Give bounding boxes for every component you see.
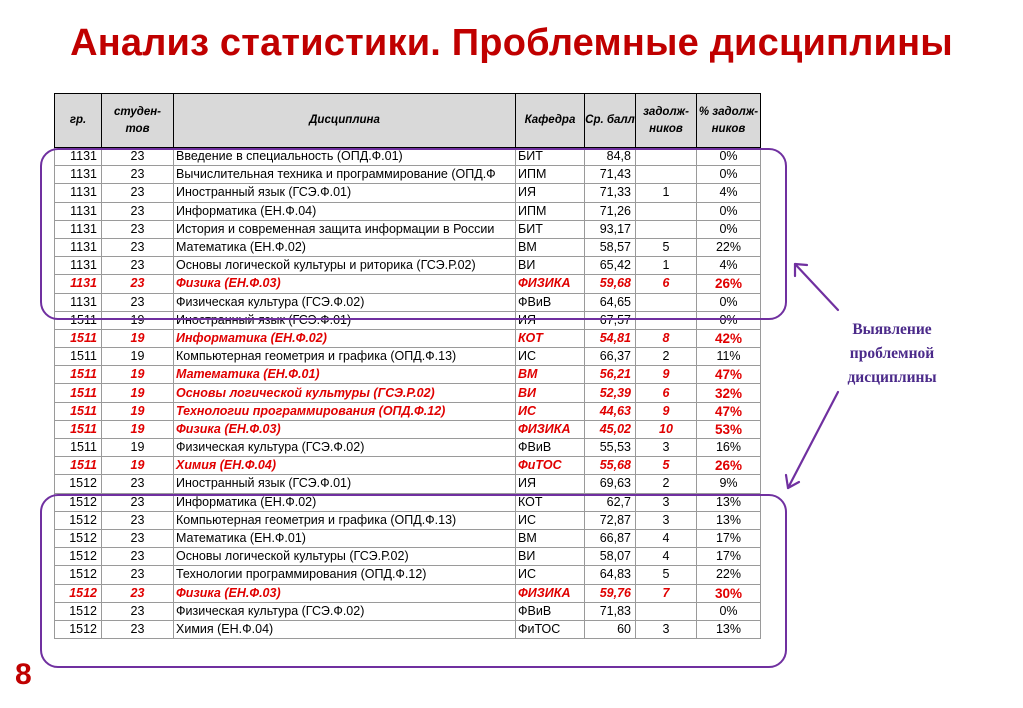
cell-discipline: Вычислительная техника и программирование (ОПД.Ф: [174, 166, 516, 184]
cell-debtors: 6: [636, 275, 697, 293]
cell-avg-score: 55,53: [585, 439, 636, 457]
cell-debtors: 1: [636, 257, 697, 275]
cell-discipline: Информатика (ЕН.Ф.02): [174, 329, 516, 347]
cell-students: 23: [102, 275, 174, 293]
cell-group: 1511: [55, 439, 102, 457]
cell-students: 23: [102, 602, 174, 620]
cell-debtors-percent: 32%: [697, 384, 761, 402]
cell-avg-score: 62,7: [585, 493, 636, 511]
cell-students: 19: [102, 457, 174, 475]
cell-department: ИС: [516, 511, 585, 529]
cell-department: ФВиВ: [516, 602, 585, 620]
cell-students: 23: [102, 548, 174, 566]
cell-students: 23: [102, 620, 174, 638]
cell-students: 23: [102, 475, 174, 493]
cell-group: 1131: [55, 148, 102, 166]
cell-discipline: Математика (ЕН.Ф.01): [174, 366, 516, 384]
cell-debtors: 5: [636, 566, 697, 584]
cell-group: 1512: [55, 511, 102, 529]
cell-department: ИЯ: [516, 475, 585, 493]
cell-department: ИЯ: [516, 311, 585, 329]
cell-discipline: Физическая культура (ГСЭ.Ф.02): [174, 293, 516, 311]
cell-discipline: Иностранный язык (ГСЭ.Ф.01): [174, 475, 516, 493]
cell-group: 1512: [55, 566, 102, 584]
cell-discipline: Основы логической культуры (ГСЭ.Р.02): [174, 548, 516, 566]
cell-discipline: Иностранный язык (ГСЭ.Ф.01): [174, 184, 516, 202]
cell-debtors-percent: 13%: [697, 620, 761, 638]
cell-students: 23: [102, 293, 174, 311]
cell-debtors-percent: 16%: [697, 439, 761, 457]
arrow-down-line: [788, 392, 838, 488]
cell-discipline: История и современная защита информации в России: [174, 220, 516, 238]
cell-avg-score: 44,63: [585, 402, 636, 420]
cell-debtors-percent: 13%: [697, 493, 761, 511]
cell-group: 1511: [55, 457, 102, 475]
cell-department: ФиТОС: [516, 457, 585, 475]
cell-students: 23: [102, 220, 174, 238]
cell-debtors: 7: [636, 584, 697, 602]
cell-students: 23: [102, 148, 174, 166]
cell-discipline: Технологии программирования (ОПД.Ф.12): [174, 402, 516, 420]
cell-discipline: Технологии программирования (ОПД.Ф.12): [174, 566, 516, 584]
cell-debtors: 9: [636, 366, 697, 384]
cell-group: 1512: [55, 602, 102, 620]
cell-group: 1512: [55, 548, 102, 566]
cell-debtors-percent: 42%: [697, 329, 761, 347]
cell-avg-score: 71,26: [585, 202, 636, 220]
cell-students: 23: [102, 238, 174, 256]
cell-debtors-percent: 0%: [697, 202, 761, 220]
cell-debtors: 3: [636, 493, 697, 511]
cell-debtors-percent: 17%: [697, 529, 761, 547]
cell-students: 23: [102, 184, 174, 202]
cell-debtors-percent: 0%: [697, 311, 761, 329]
cell-group: 1131: [55, 257, 102, 275]
cell-discipline: Основы логической культуры (ГСЭ.Р.02): [174, 384, 516, 402]
cell-department: ФИЗИКА: [516, 420, 585, 438]
cell-department: ИЯ: [516, 184, 585, 202]
cell-department: ИС: [516, 566, 585, 584]
cell-students: 23: [102, 584, 174, 602]
header-department: Кафедра: [516, 94, 585, 148]
cell-debtors-percent: 0%: [697, 293, 761, 311]
cell-avg-score: 58,07: [585, 548, 636, 566]
cell-department: ВМ: [516, 366, 585, 384]
cell-avg-score: 58,57: [585, 238, 636, 256]
cell-discipline: Информатика (ЕН.Ф.02): [174, 493, 516, 511]
cell-debtors: 9: [636, 402, 697, 420]
cell-avg-score: 64,65: [585, 293, 636, 311]
cell-discipline: Математика (ЕН.Ф.01): [174, 529, 516, 547]
cell-group: 1511: [55, 311, 102, 329]
cell-department: ИС: [516, 348, 585, 366]
cell-avg-score: 59,76: [585, 584, 636, 602]
cell-group: 1512: [55, 529, 102, 547]
cell-group: 1131: [55, 275, 102, 293]
callout-text: Выявление проблемной дисциплины: [847, 321, 937, 386]
cell-department: ВМ: [516, 238, 585, 256]
cell-department: ИПМ: [516, 202, 585, 220]
cell-group: 1512: [55, 584, 102, 602]
cell-avg-score: 71,33: [585, 184, 636, 202]
header-debtors: задолж-ников: [636, 94, 697, 148]
cell-discipline: Химия (ЕН.Ф.04): [174, 457, 516, 475]
cell-discipline: Физическая культура (ГСЭ.Ф.02): [174, 439, 516, 457]
cell-debtors: 3: [636, 439, 697, 457]
cell-discipline: Иностранный язык (ГСЭ.Ф.01): [174, 311, 516, 329]
cell-discipline: Информатика (ЕН.Ф.04): [174, 202, 516, 220]
cell-avg-score: 52,39: [585, 384, 636, 402]
header-group: гр.: [55, 94, 102, 148]
cell-avg-score: 71,83: [585, 602, 636, 620]
cell-debtors: 2: [636, 348, 697, 366]
cell-debtors: 4: [636, 548, 697, 566]
cell-students: 23: [102, 493, 174, 511]
cell-debtors-percent: 0%: [697, 602, 761, 620]
cell-avg-score: 66,87: [585, 529, 636, 547]
cell-discipline: Введение в специальность (ОПД.Ф.01): [174, 148, 516, 166]
cell-department: ФИЗИКА: [516, 275, 585, 293]
cell-students: 19: [102, 420, 174, 438]
cell-debtors-percent: 17%: [697, 548, 761, 566]
cell-debtors-percent: 0%: [697, 148, 761, 166]
cell-students: 23: [102, 529, 174, 547]
cell-debtors-percent: 22%: [697, 238, 761, 256]
cell-department: КОТ: [516, 493, 585, 511]
cell-discipline: Основы логической культуры и риторика (ГСЭ.Р.02): [174, 257, 516, 275]
cell-debtors: 8: [636, 329, 697, 347]
cell-discipline: Химия (ЕН.Ф.04): [174, 620, 516, 638]
cell-debtors: 5: [636, 238, 697, 256]
arrow-up-line: [795, 264, 838, 310]
header-debtors-percent: % задолж-ников: [697, 94, 761, 148]
cell-group: 1511: [55, 329, 102, 347]
cell-debtors: 3: [636, 620, 697, 638]
cell-debtors-percent: 47%: [697, 402, 761, 420]
cell-department: ВМ: [516, 529, 585, 547]
cell-debtors-percent: 4%: [697, 257, 761, 275]
cell-avg-score: 56,21: [585, 366, 636, 384]
cell-students: 23: [102, 202, 174, 220]
cell-group: 1512: [55, 475, 102, 493]
cell-group: 1511: [55, 420, 102, 438]
cell-debtors-percent: 47%: [697, 366, 761, 384]
cell-group: 1512: [55, 493, 102, 511]
cell-discipline: Физика (ЕН.Ф.03): [174, 584, 516, 602]
cell-group: 1511: [55, 366, 102, 384]
cell-students: 23: [102, 566, 174, 584]
cell-group: 1511: [55, 402, 102, 420]
cell-students: 19: [102, 402, 174, 420]
cell-students: 19: [102, 439, 174, 457]
cell-department: ФИЗИКА: [516, 584, 585, 602]
cell-students: 19: [102, 384, 174, 402]
cell-students: 19: [102, 311, 174, 329]
cell-group: 1131: [55, 220, 102, 238]
cell-debtors-percent: 26%: [697, 457, 761, 475]
cell-avg-score: 45,02: [585, 420, 636, 438]
cell-discipline: Компьютерная геометрия и графика (ОПД.Ф.13): [174, 511, 516, 529]
cell-department: КОТ: [516, 329, 585, 347]
cell-discipline: Компьютерная геометрия и графика (ОПД.Ф.13): [174, 348, 516, 366]
cell-debtors: 2: [636, 475, 697, 493]
cell-debtors-percent: 53%: [697, 420, 761, 438]
cell-avg-score: 60: [585, 620, 636, 638]
cell-debtors: 4: [636, 529, 697, 547]
cell-avg-score: 84,8: [585, 148, 636, 166]
cell-avg-score: 71,43: [585, 166, 636, 184]
cell-debtors-percent: 0%: [697, 220, 761, 238]
page-number: 8: [15, 658, 32, 691]
cell-students: 23: [102, 257, 174, 275]
cell-group: 1131: [55, 166, 102, 184]
cell-discipline: Физическая культура (ГСЭ.Ф.02): [174, 602, 516, 620]
cell-debtors-percent: 11%: [697, 348, 761, 366]
cell-group: 1511: [55, 348, 102, 366]
cell-avg-score: 59,68: [585, 275, 636, 293]
cell-department: БИТ: [516, 148, 585, 166]
cell-group: 1131: [55, 238, 102, 256]
cell-debtors-percent: 26%: [697, 275, 761, 293]
cell-debtors: 3: [636, 511, 697, 529]
cell-debtors-percent: 0%: [697, 166, 761, 184]
cell-department: ИС: [516, 402, 585, 420]
cell-avg-score: 55,68: [585, 457, 636, 475]
cell-department: ВИ: [516, 257, 585, 275]
cell-avg-score: 64,83: [585, 566, 636, 584]
cell-avg-score: 66,37: [585, 348, 636, 366]
cell-debtors: 6: [636, 384, 697, 402]
cell-debtors: 10: [636, 420, 697, 438]
cell-debtors: 1: [636, 184, 697, 202]
cell-department: ИПМ: [516, 166, 585, 184]
cell-department: ФВиВ: [516, 439, 585, 457]
cell-avg-score: 72,87: [585, 511, 636, 529]
cell-students: 19: [102, 366, 174, 384]
cell-discipline: Физика (ЕН.Ф.03): [174, 275, 516, 293]
cell-students: 23: [102, 166, 174, 184]
slide-title: Анализ статистики. Проблемные дисциплины: [70, 22, 953, 64]
cell-debtors-percent: 13%: [697, 511, 761, 529]
cell-avg-score: 93,17: [585, 220, 636, 238]
cell-avg-score: 54,81: [585, 329, 636, 347]
cell-debtors: 5: [636, 457, 697, 475]
cell-avg-score: 69,63: [585, 475, 636, 493]
cell-students: 19: [102, 348, 174, 366]
cell-department: ФВиВ: [516, 293, 585, 311]
cell-discipline: Физика (ЕН.Ф.03): [174, 420, 516, 438]
cell-debtors-percent: 4%: [697, 184, 761, 202]
cell-students: 23: [102, 511, 174, 529]
header-avg-score: Ср. балл: [585, 94, 636, 148]
cell-group: 1512: [55, 620, 102, 638]
cell-department: ВИ: [516, 548, 585, 566]
cell-debtors-percent: 22%: [697, 566, 761, 584]
cell-discipline: Математика (ЕН.Ф.02): [174, 238, 516, 256]
cell-debtors-percent: 30%: [697, 584, 761, 602]
cell-group: 1131: [55, 202, 102, 220]
cell-department: ВИ: [516, 384, 585, 402]
header-discipline: Дисциплина: [174, 94, 516, 148]
cell-group: 1511: [55, 384, 102, 402]
cell-group: 1131: [55, 293, 102, 311]
cell-group: 1131: [55, 184, 102, 202]
cell-avg-score: 65,42: [585, 257, 636, 275]
cell-debtors-percent: 9%: [697, 475, 761, 493]
cell-department: БИТ: [516, 220, 585, 238]
cell-avg-score: 67,57: [585, 311, 636, 329]
cell-department: ФиТОС: [516, 620, 585, 638]
cell-students: 19: [102, 329, 174, 347]
header-students: студен-тов: [102, 94, 174, 148]
